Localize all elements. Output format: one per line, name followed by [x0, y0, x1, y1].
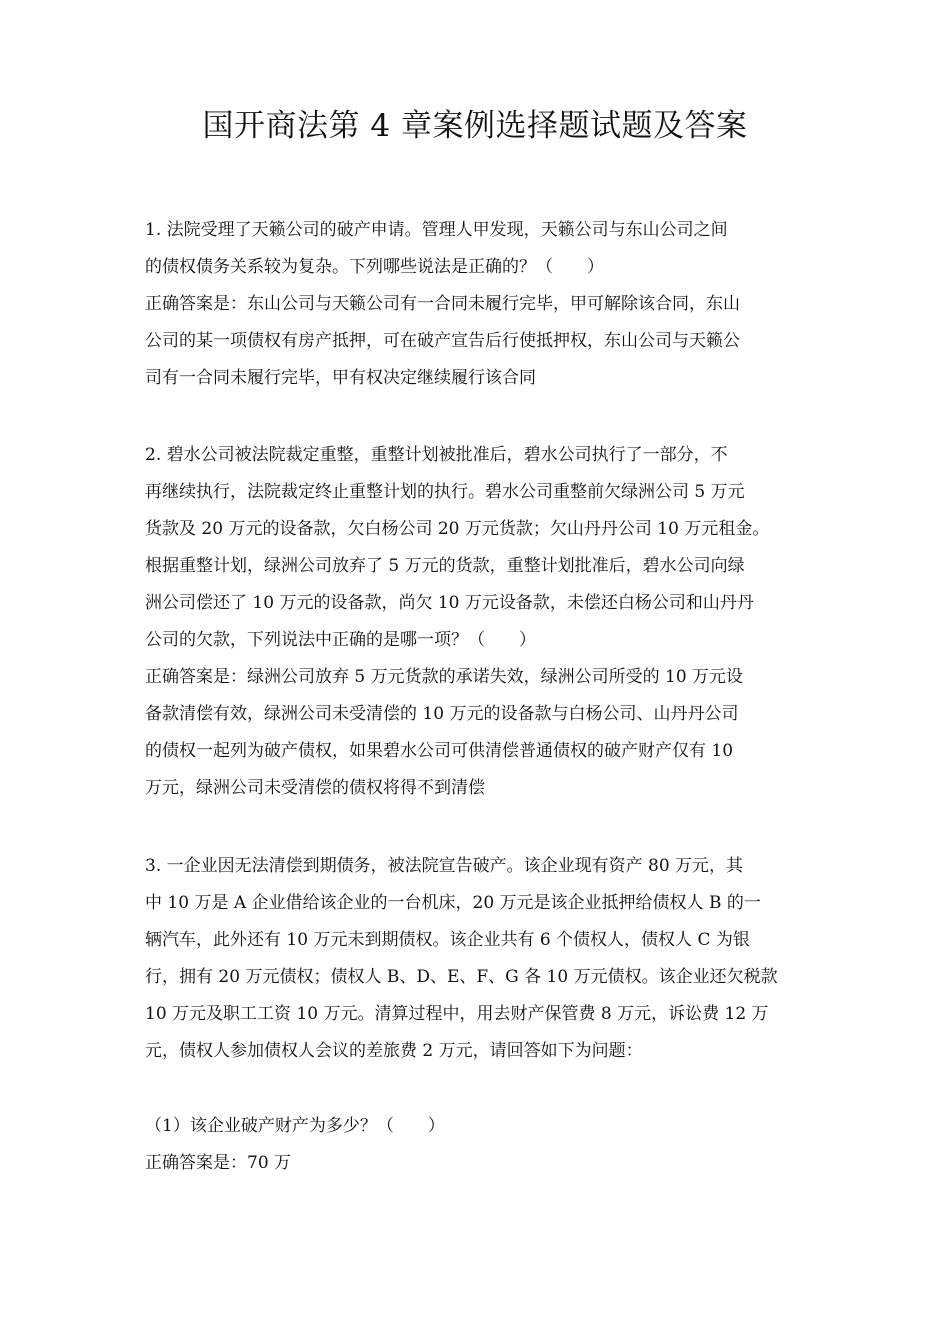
sub-question-1-block [145, 1108, 810, 1182]
question-2-line: 公司的欠款，下列说法中正确的是哪一项？（ ） [145, 630, 536, 650]
question-2-line: 再继续执行，法院裁定终止重整计划的执行。碧水公司重整前欠绿洲公司 5 万元 [145, 482, 745, 502]
question-2-line: 2. 碧水公司被法院裁定重整，重整计划被批准后，碧水公司执行了一部分，不 [145, 445, 728, 465]
answer-2-line: 万元，绿洲公司未受清偿的债权将得不到清偿 [145, 778, 485, 798]
question-1-line: 的债权债务关系较为复杂。下列哪些说法是正确的？（ ） [145, 257, 604, 277]
question-2-line: 根据重整计划，绿洲公司放弃了 5 万元的货款，重整计划批准后，碧水公司向绿 [145, 556, 745, 576]
question-3-line: 10 万元及职工工资 10 万元。清算过程中，用去财产保管费 8 万元，诉讼费 12 万 [145, 1004, 769, 1024]
sub-question-1-text: （1）该企业破产财产为多少？（ ） [145, 1116, 445, 1136]
question-3-line: 元，债权人参加债权人会议的差旅费 2 万元，请回答如下为问题： [145, 1041, 643, 1061]
answer-2-line: 备款清偿有效，绿洲公司未受清偿的 10 万元的设备款与白杨公司、山丹丹公司 [145, 704, 739, 724]
question-3-line: 中 10 万是 A 企业借给该企业的一台机床，20 万元是该企业抵押给债权人 B 的一 [145, 893, 761, 913]
question-3-line: 辆汽车，此外还有 10 万元未到期债权。该企业共有 6 个债权人，债权人 C 为银 [145, 930, 750, 950]
answer-1-line: 公司的某一项债权有房产抵押，可在破产宣告后行使抵押权，东山公司与天籁公 [145, 331, 740, 351]
document-title: 国开商法第 4 章案例选择题试题及答案 [202, 108, 748, 144]
answer-1-line: 正确答案是：东山公司与天籁公司有一合同未履行完毕，甲可解除该合同，东山 [145, 294, 740, 314]
question-3-block [145, 848, 810, 1070]
answer-1-line: 司有一合同未履行完毕，甲有权决定继续履行该合同 [145, 368, 536, 388]
question-2-line: 洲公司偿还了 10 万元的设备款，尚欠 10 万元设备款，未偿还白杨公司和山丹丹 [145, 593, 754, 613]
sub-question-1-answer: 正确答案是：70 万 [145, 1153, 292, 1173]
question-2-block [145, 437, 810, 807]
question-2-line: 货款及 20 万元的设备款，欠白杨公司 20 万元货款；欠山丹丹公司 10 万元租金。 [145, 519, 770, 539]
answer-2-line: 的债权一起列为破产债权，如果碧水公司可供清偿普通债权的破产财产仅有 10 [145, 741, 734, 761]
question-1-block [145, 212, 810, 397]
question-3-line: 行，拥有 20 万元债权；债权人 B、D、E、F、G 各 10 万元债权。该企业还欠税款 [145, 967, 778, 987]
question-1-line: 1. 法院受理了天籁公司的破产申请。管理人甲发现，天籁公司与东山公司之间 [145, 220, 728, 240]
question-3-line: 3. 一企业因无法清偿到期债务，被法院宣告破产。该企业现有资产 80 万元，其 [145, 856, 744, 876]
answer-2-line: 正确答案是：绿洲公司放弃 5 万元货款的承诺失效，绿洲公司所受的 10 万元设 [145, 667, 744, 687]
